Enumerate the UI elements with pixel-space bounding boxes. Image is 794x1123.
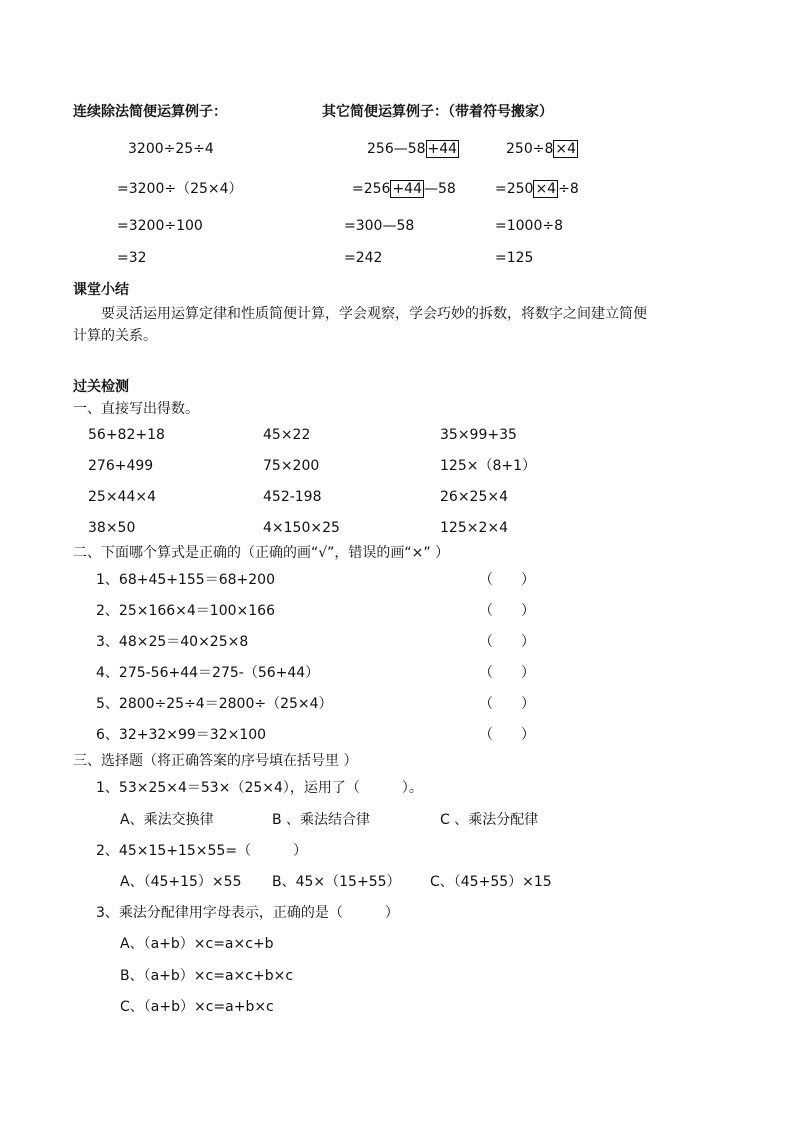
multdiv-line-2 [495, 180, 579, 198]
boxed-term: ×4 [555, 141, 576, 157]
boxed-term: +44 [427, 141, 458, 157]
section2-title: 二、下面哪个算式是正确的（正确的画“√”，错误的画“×” ） [73, 545, 450, 561]
s3-q1-opt-b[interactable]: B 、乘法结合律 [272, 812, 371, 828]
multdiv-line-1 [506, 140, 578, 158]
division-step-3: =3200÷100 [117, 218, 203, 234]
division-example-title: 连续除法简便运算例子： [73, 104, 227, 120]
s3-q1: 1、53×25×4＝53×（25×4），运用了（ ）。 [96, 780, 423, 796]
subtraction-line-3: =300—58 [344, 218, 415, 234]
s1-r4-c2: 4×150×25 [263, 520, 340, 536]
subtraction-line-2-pre: =256 [352, 181, 391, 197]
boxed-term: ×4 [535, 181, 557, 197]
s3-q2-opt-b[interactable]: B、45×（15+55） [272, 874, 401, 890]
s2-answer-5[interactable]: （ ） [479, 696, 535, 712]
s1-r4-c3: 125×2×4 [440, 520, 508, 536]
s2-answer-1[interactable]: （ ） [479, 572, 535, 588]
other-example-title: 其它简便运算例子：（带着符号搬家） [322, 104, 553, 120]
division-step-1: 3200÷25÷4 [128, 141, 214, 157]
s3-q3-opt-a[interactable]: A、（a+b）×c=a×c+b [120, 936, 274, 952]
summary-line-2: 计算的关系。 [73, 328, 157, 344]
s1-r1-c3: 35×99+35 [440, 427, 517, 443]
s1-r3-c1: 25×44×4 [88, 489, 156, 505]
subtraction-line-1-text: 256—58 [367, 141, 426, 157]
s2-answer-3[interactable]: （ ） [479, 634, 535, 650]
s2-item-2: 2、25×166×4＝100×166 [96, 603, 275, 619]
s3-q2-opt-a[interactable]: A、（45+15）×55 [120, 874, 242, 890]
multdiv-line-3: =1000÷8 [495, 218, 563, 234]
division-step-2: =3200÷（25×4） [117, 181, 243, 197]
s3-q3-opt-c[interactable]: C、（a+b）×c=a+b×c [120, 999, 274, 1015]
s1-r4-c1: 38×50 [88, 520, 136, 536]
section3-title: 三、选择题（将正确答案的序号填在括号里 ） [73, 753, 358, 769]
subtraction-line-1 [367, 140, 459, 158]
division-step-4: =32 [117, 250, 147, 266]
s1-r2-c3: 125×（8+1） [440, 458, 536, 474]
s1-r1-c2: 45×22 [263, 427, 311, 443]
s2-answer-4[interactable]: （ ） [479, 665, 535, 681]
s2-item-6: 6、32+32×99＝32×100 [96, 727, 267, 743]
subtraction-line-2 [352, 180, 456, 198]
subtraction-line-2-post: —58 [424, 181, 456, 197]
s3-q1-opt-a[interactable]: A、乘法交换律 [120, 812, 214, 828]
section1-title: 一、直接写出得数。 [73, 401, 199, 417]
multdiv-line-4: =125 [495, 250, 534, 266]
multdiv-line-2-post: ÷8 [558, 181, 579, 197]
s2-answer-2[interactable]: （ ） [479, 603, 535, 619]
s2-item-1: 1、68+45+155＝68+200 [96, 572, 275, 588]
boxed-term: +44 [392, 181, 422, 197]
s3-q3: 3、乘法分配律用字母表示，正确的是（ ） [96, 905, 399, 921]
test-title: 过关检测 [73, 379, 129, 395]
multdiv-line-2-pre: =250 [495, 181, 534, 197]
subtraction-line-4: =242 [344, 250, 383, 266]
s2-item-5: 5、2800÷25÷4＝2800÷（25×4） [96, 696, 333, 712]
s3-q2-opt-c[interactable]: C、（45+55）×15 [430, 874, 552, 890]
s1-r1-c1: 56+82+18 [88, 427, 165, 443]
s3-q2: 2、45×15+15×55=（ ） [96, 843, 308, 859]
s1-r3-c3: 26×25×4 [440, 489, 508, 505]
s2-item-4: 4、275-56+44＝275-（56+44） [96, 665, 320, 681]
s2-answer-6[interactable]: （ ） [479, 727, 535, 743]
s3-q3-opt-b[interactable]: B、（a+b）×c=a×c+b×c [120, 968, 294, 984]
summary-title: 课堂小结 [73, 282, 129, 298]
s1-r3-c2: 452-198 [263, 489, 322, 505]
s1-r2-c2: 75×200 [263, 458, 320, 474]
summary-line-1: 要灵活运用运算定律和性质简便计算，学会观察，学会巧妙的拆数，将数字之间建立简便 [101, 306, 647, 322]
s1-r2-c1: 276+499 [88, 458, 154, 474]
s3-q1-opt-c[interactable]: C 、乘法分配律 [440, 812, 539, 828]
multdiv-line-1-text: 250÷8 [506, 141, 554, 157]
s2-item-3: 3、48×25＝40×25×8 [96, 634, 249, 650]
